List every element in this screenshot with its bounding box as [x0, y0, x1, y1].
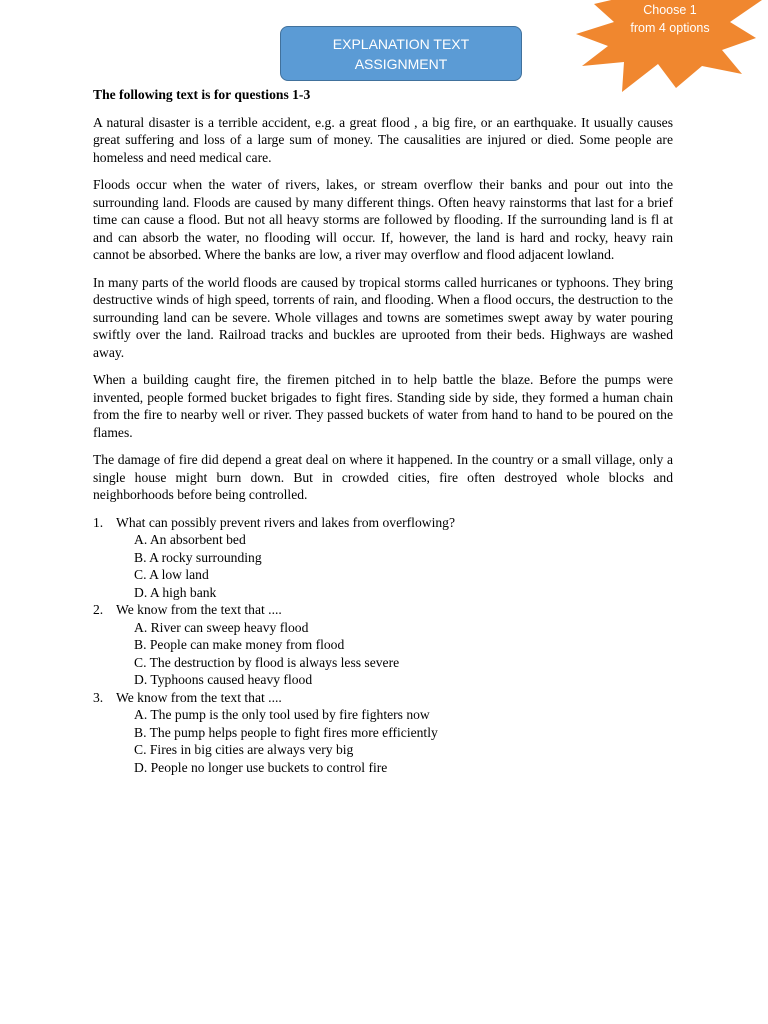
option-item: A. The pump is the only tool used by fire fighters now [134, 707, 430, 722]
question-number: 3. [93, 689, 104, 705]
question-2 [93, 601, 673, 689]
option-item: D. People no longer use buckets to control fire [134, 759, 388, 775]
badge-text: Choose 1 from 4 options [630, 3, 710, 35]
question-text: We know from the text that .... [116, 602, 282, 617]
assignment-title: EXPLANATION TEXT ASSIGNMENT [332, 35, 470, 72]
question-1 [93, 514, 673, 602]
assignment-title-box [280, 26, 522, 81]
question-text: What can possibly prevent rivers and lakes from overflowing? [116, 514, 455, 530]
question-3 [93, 689, 673, 777]
question-list [93, 514, 673, 777]
document-body [93, 86, 673, 776]
question-number: 2. [93, 602, 104, 617]
option-item: C. A low land [134, 567, 209, 582]
paragraph-3: In many parts of the world floods are caused by tropical storms called hurricanes or typhoons. They bring destructive winds of high speed, torrents of rain, and flooding. When a flood occurs, the destruction to the surrounding land can be severe. Whole villages and towns are sometimes swept away by water pouring swiftly over the land. Railroad tracks and buckles are uprooted from their beds. Highways are washed away. [93, 274, 673, 360]
option-item: C. The destruction by flood is always less severe [134, 654, 400, 670]
option-list [93, 531, 673, 601]
paragraph-4: When a building caught fire, the firemen pitched in to help battle the blaze. Before the pumps were invented, people formed bucket brigades to fight fires. Standing side by side, they formed a human chain from the fire to nearby well or river. They passed buckets of water from hand to hand to be poured on the flames. [93, 372, 673, 440]
option-item: D. A high bank [134, 584, 217, 600]
starburst-badge [574, 0, 768, 96]
paragraph-5: The damage of fire did depend a great deal on where it happened. In the country or a small village, only a single house might burn down. But in crowded cities, fire often destroyed whole blocks and neighborhoods before being controlled. [93, 452, 673, 502]
paragraph-1: A natural disaster is a terrible accident, e.g. a great flood , a big fire, or an earthquake. It usually causes great suffering and loss of a large sum of money. The causalities are injured or died. Some people are homeless and need medical care. [93, 114, 673, 165]
option-item: B. The pump helps people to fight fires more efficiently [134, 724, 438, 740]
option-list [93, 619, 673, 689]
option-item: B. People can make money from flood [134, 637, 345, 652]
option-item: C. Fires in big cities are always very big [134, 742, 354, 757]
questions-intro: The following text is for questions 1-3 [93, 87, 311, 102]
option-item: D. Typhoons caused heavy flood [134, 672, 313, 687]
paragraph-2: Floods occur when the water of rivers, lakes, or stream overflow their banks and pour out into the surrounding land. Floods are caused by many different things. Often heavy rainstorms that last for a brief time can cause a flood. But not all heavy storms are followed by flooding. If the surrounding land is fl at and can absorb the water, no flooding will occur. If, however, the land is hard and rocky, heavy rain cannot be absorbed. Where the banks are low, a river may overflow and flood adjacent lowland. [93, 177, 673, 262]
question-number: 1. [93, 514, 104, 530]
option-item: B. A rocky surrounding [134, 549, 262, 565]
option-item: A. River can sweep heavy flood [134, 619, 309, 635]
question-text: We know from the text that .... [116, 689, 282, 705]
option-list [93, 706, 673, 776]
option-item: A. An absorbent bed [134, 532, 246, 547]
